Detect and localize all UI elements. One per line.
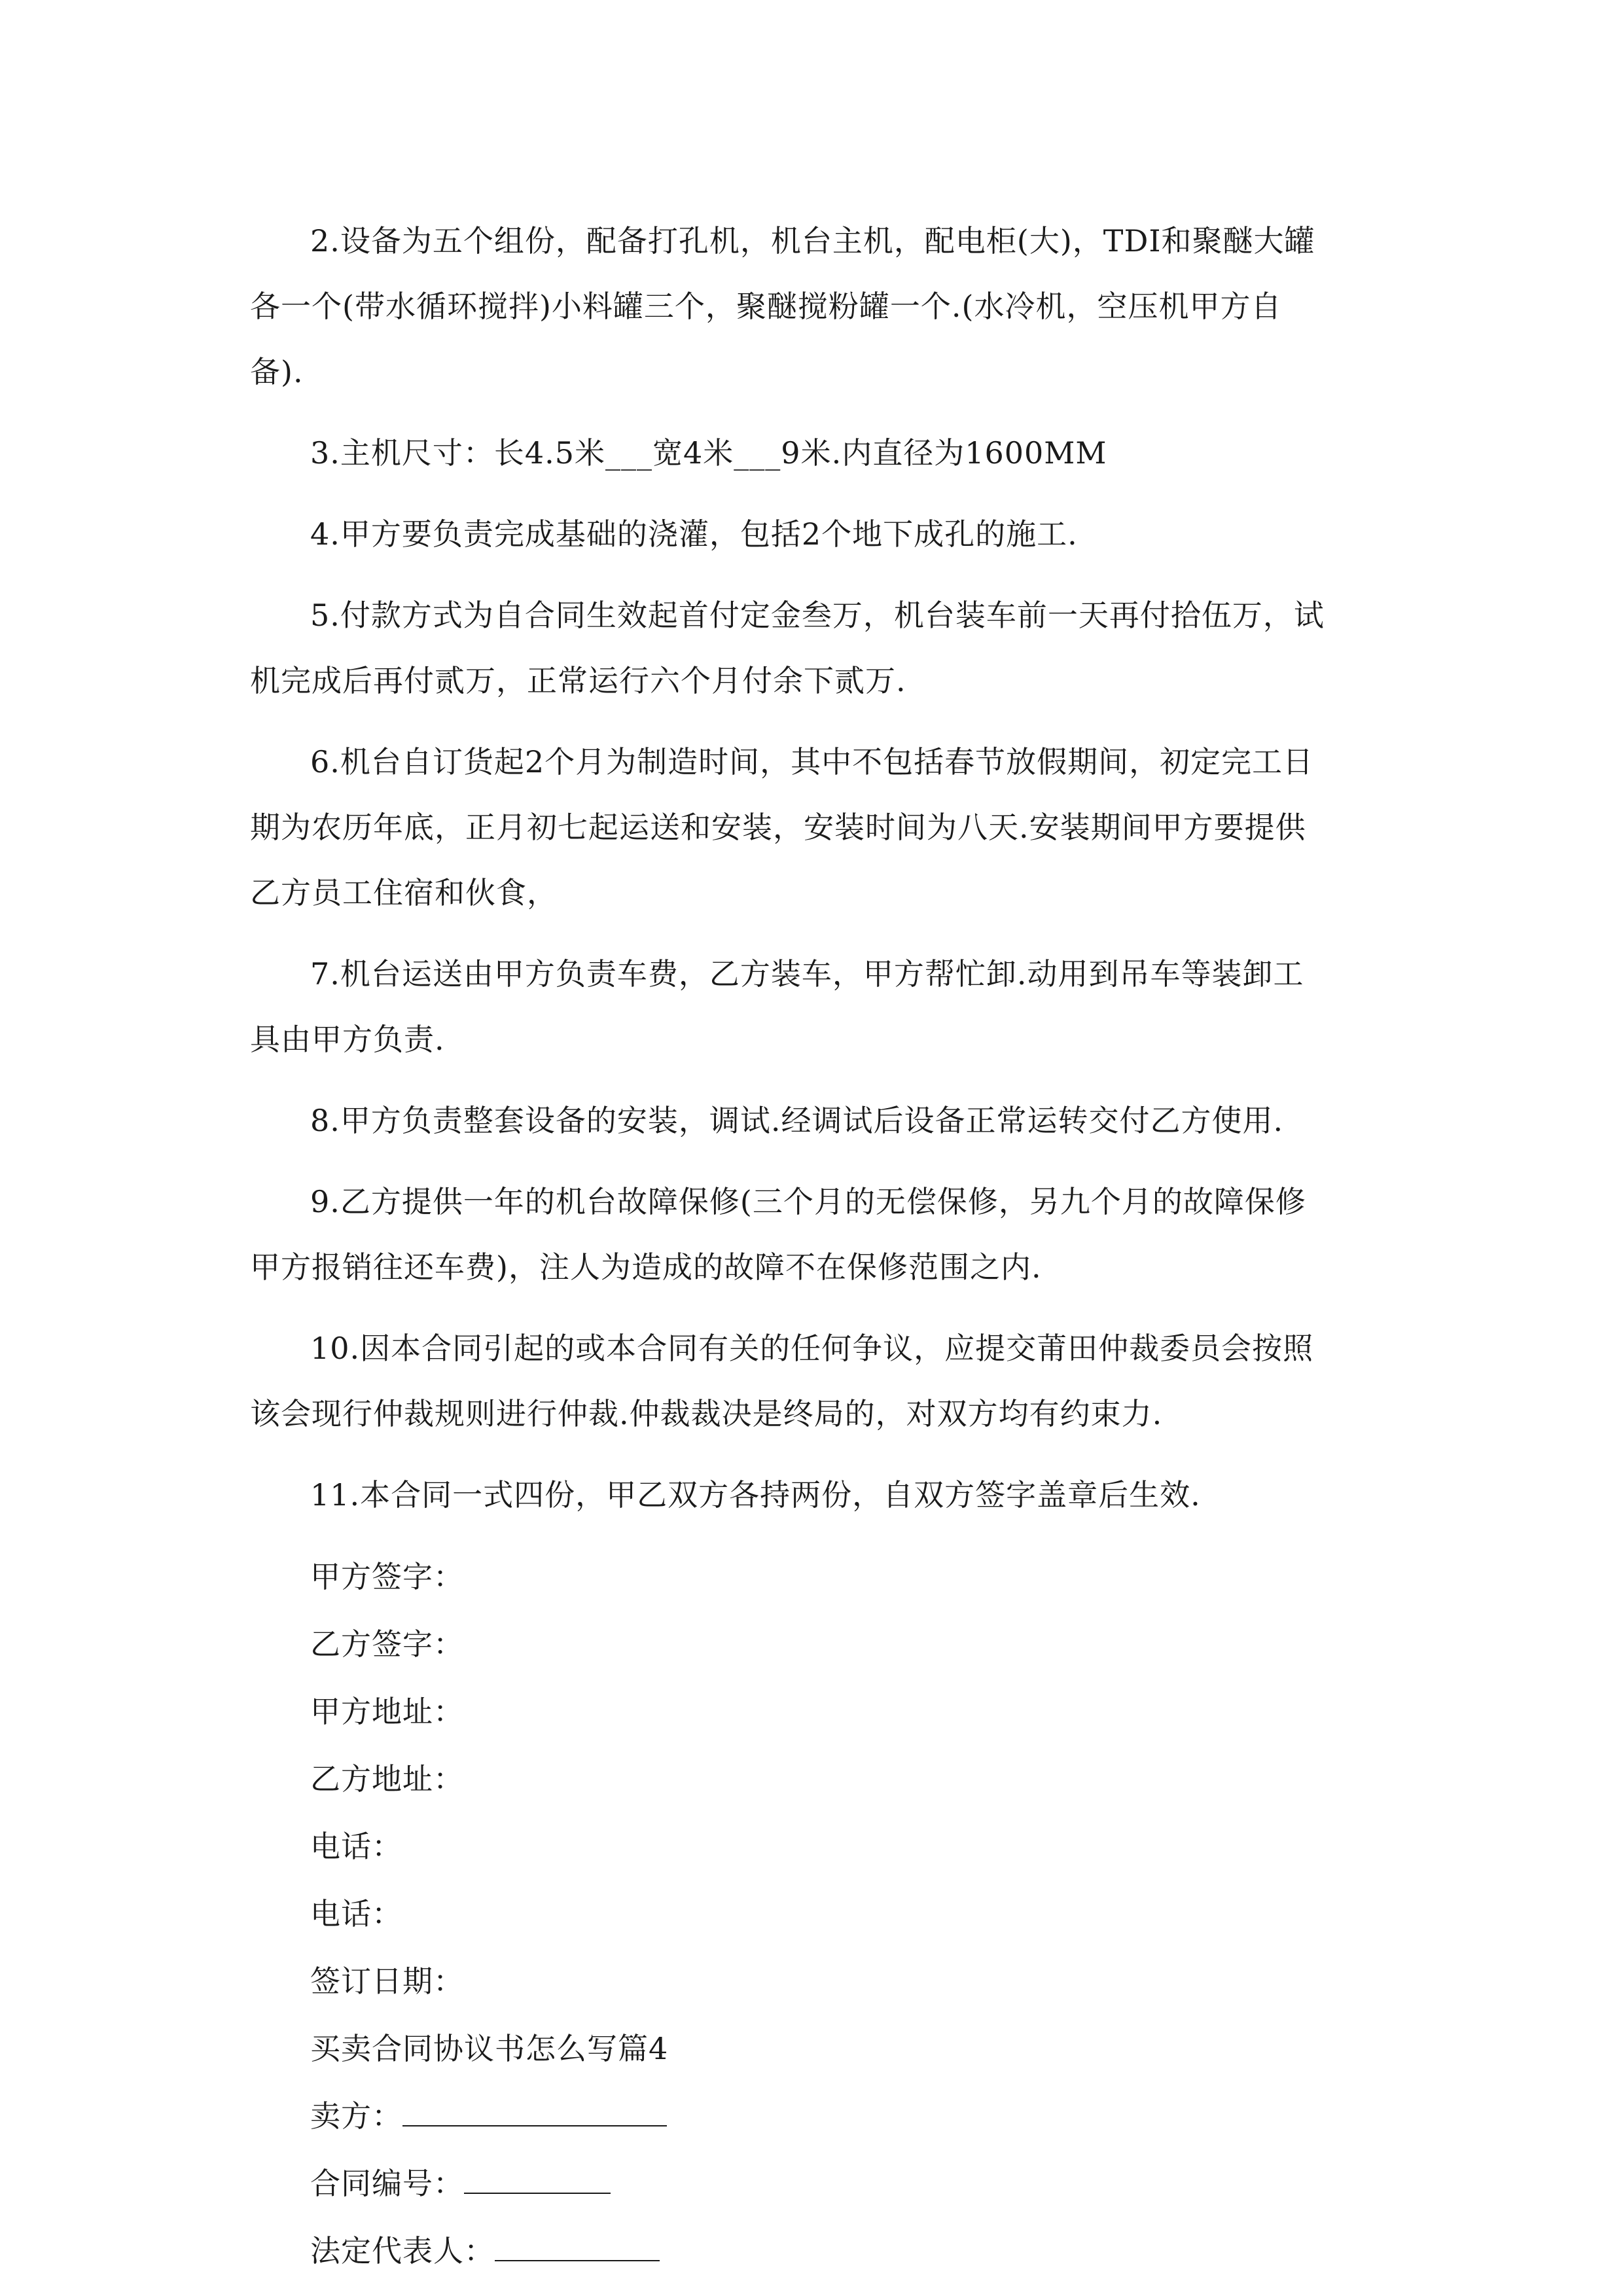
contract-clause-2 [250, 208, 1377, 404]
clause-line: 该会现行仲裁规则进行仲裁.仲裁裁决是终局的，对双方均有约束力. [250, 1396, 1163, 1431]
clause-line: 11.本合同一式四份，甲乙双方各持两份，自双方签字盖章后生效. [310, 1477, 1201, 1513]
phone-label: 电话： [310, 1829, 402, 1864]
clause-line: 乙方员工住宿和伙食， [250, 875, 558, 910]
contract-clause-3 [250, 420, 1377, 486]
clause-line: 期为农历年底，正月初七起运送和安装，安装时间为八天.安装期间甲方要提供 [250, 810, 1306, 845]
clause-line: 9.乙方提供一年的机台故障保修(三个月的无偿保修，另九个月的故障保修 [310, 1184, 1306, 1219]
contract-number-field [250, 2150, 1377, 2217]
party-b-signature-label: 乙方签字： [310, 1626, 464, 1662]
contract-clause-8 [250, 1088, 1377, 1153]
contract-number-blank [464, 2152, 611, 2194]
clause-line: 3.主机尺寸：长4.5米___宽4米___9米.内直径为1600MM [310, 435, 1107, 471]
seller-field [250, 2083, 1377, 2150]
clause-line: 4.甲方要负责完成基础的浇灌，包括2个地下成孔的施工. [310, 516, 1078, 552]
seller-blank [402, 2085, 667, 2126]
legal-representative-field [250, 2217, 1377, 2285]
party-a-address-label: 甲方地址： [310, 1694, 464, 1729]
clause-line: 机完成后再付贰万，正常运行六个月付余下贰万. [250, 663, 906, 698]
contract-clause-6 [250, 729, 1377, 925]
contract-clause-11 [250, 1462, 1377, 1528]
contract-clause-7 [250, 941, 1377, 1072]
clause-line: 6.机台自订货起2个月为制造时间，其中不包括春节放假期间，初定完工日 [310, 744, 1314, 780]
clause-line: 甲方报销往还车费)，注人为造成的故障不在保修范围之内. [250, 1249, 1042, 1285]
contract-number-label: 合同编号： [310, 2166, 464, 2201]
contract-clause-9 [250, 1169, 1377, 1300]
clause-line: 5.付款方式为自合同生效起首付定金叁万，机台装车前一天再付拾伍万，试 [310, 598, 1325, 633]
phone-label: 电话： [310, 1896, 402, 1931]
clause-line: 10.因本合同引起的或本合同有关的任何争议，应提交莆田仲裁委员会按照 [310, 1331, 1314, 1366]
contract-clause-4 [250, 501, 1377, 567]
clause-line: 2.设备为五个组份，配备打孔机，机台主机，配电柜(大)，TDI和聚醚大罐 [310, 223, 1315, 259]
clause-line: 8.甲方负责整套设备的安装，调试.经调试后设备正常运转交付乙方使用. [310, 1103, 1284, 1138]
clause-line: 7.机台运送由甲方负责车费，乙方装车，甲方帮忙卸.动用到吊车等装卸工 [310, 956, 1304, 992]
party-a-signature-label: 甲方签字： [310, 1559, 464, 1594]
contract-clause-5 [250, 583, 1377, 713]
contract-clause-10 [250, 1316, 1377, 1446]
section-title: 买卖合同协议书怎么写篇4 [310, 2031, 669, 2066]
clause-line: 备). [250, 354, 304, 389]
clause-line: 具由甲方负责. [250, 1022, 445, 1057]
clause-line: 各一个(带水循环搅拌)小料罐三个，聚醚搅粉罐一个.(水冷机，空压机甲方自 [250, 289, 1282, 324]
legal-representative-blank [495, 2219, 660, 2261]
party-b-address-label: 乙方地址： [310, 1761, 464, 1797]
signing-date-label: 签订日期： [310, 1964, 464, 1999]
seller-label: 卖方： [310, 2098, 402, 2134]
legal-representative-label: 法定代表人： [310, 2233, 495, 2269]
document-body [250, 208, 1377, 2285]
